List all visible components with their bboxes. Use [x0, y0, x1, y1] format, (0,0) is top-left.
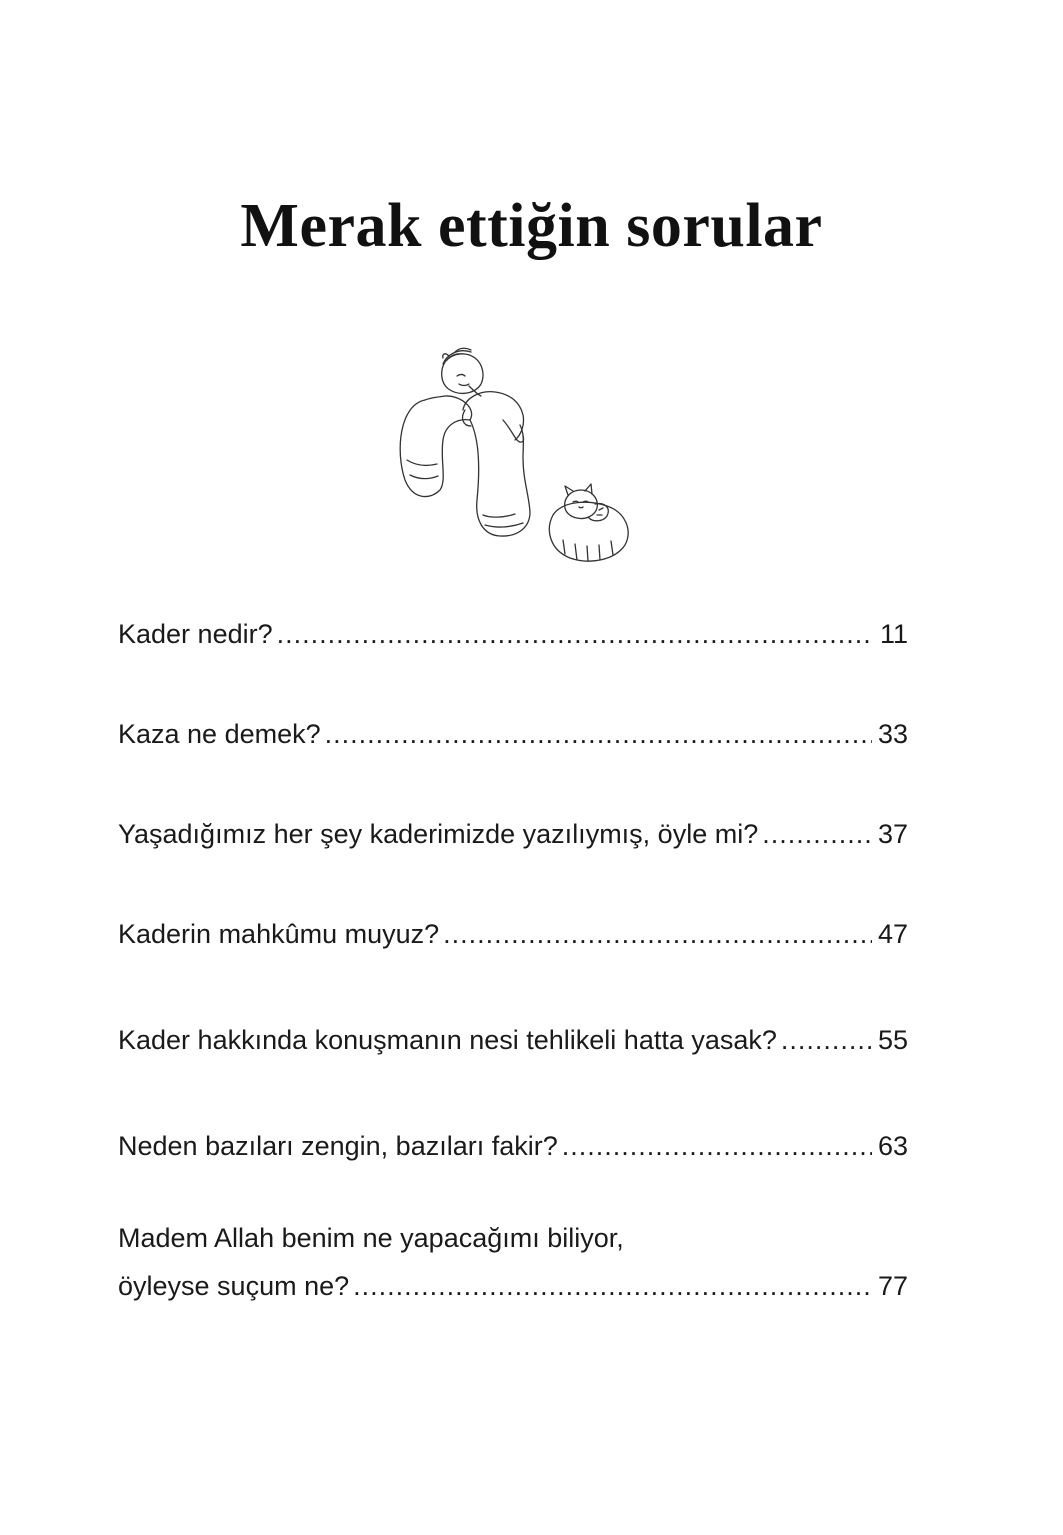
toc-entry-page: 55	[877, 1025, 908, 1055]
toc-entry-title: Yaşadığımız her şey kaderimizde yazılıymış, öyle mi?	[118, 819, 759, 849]
dot-leader	[353, 1262, 872, 1310]
toc-entry[interactable]	[118, 910, 908, 958]
toc-entry-page: 33	[877, 719, 908, 749]
toc-entry[interactable]	[118, 610, 908, 658]
toc-entry-page: 37	[877, 819, 908, 849]
toc-entry-title: Kader hakkında konuşmanın nesi tehlikeli hatta yasak?	[118, 1025, 777, 1055]
dot-leader	[781, 1016, 872, 1064]
toc-entry-title: Madem Allah benim ne yapacağımı biliyor,	[118, 1223, 624, 1253]
toc-entry[interactable]	[118, 1016, 908, 1064]
child-and-cat-illustration	[385, 340, 655, 575]
toc-entry-page: 47	[877, 919, 908, 949]
dot-leader	[325, 710, 872, 758]
dot-leader	[562, 1122, 872, 1170]
page-title: Merak ettiğin sorular	[240, 192, 823, 260]
toc-entry-page: 77	[877, 1271, 908, 1301]
toc-entry[interactable]	[118, 1214, 908, 1310]
toc-entry[interactable]	[118, 810, 908, 858]
toc-entry-title: Kaderin mahkûmu muyuz?	[118, 919, 440, 949]
toc-entry-title: Kaza ne demek?	[118, 719, 321, 749]
toc-entry-title: Kader nedir?	[118, 619, 273, 649]
toc-entry-title: Neden bazıları zengin, bazıları fakir?	[118, 1131, 558, 1161]
toc-entry-title-continued: öyleyse suçum ne?	[118, 1271, 350, 1301]
dot-leader	[277, 610, 872, 658]
toc-entry[interactable]	[118, 710, 908, 758]
dot-leader	[443, 910, 872, 958]
dot-leader	[762, 810, 872, 858]
toc-entry-page: 11	[879, 619, 908, 649]
toc-entry-page: 63	[877, 1131, 908, 1161]
toc-entry[interactable]	[118, 1122, 908, 1170]
